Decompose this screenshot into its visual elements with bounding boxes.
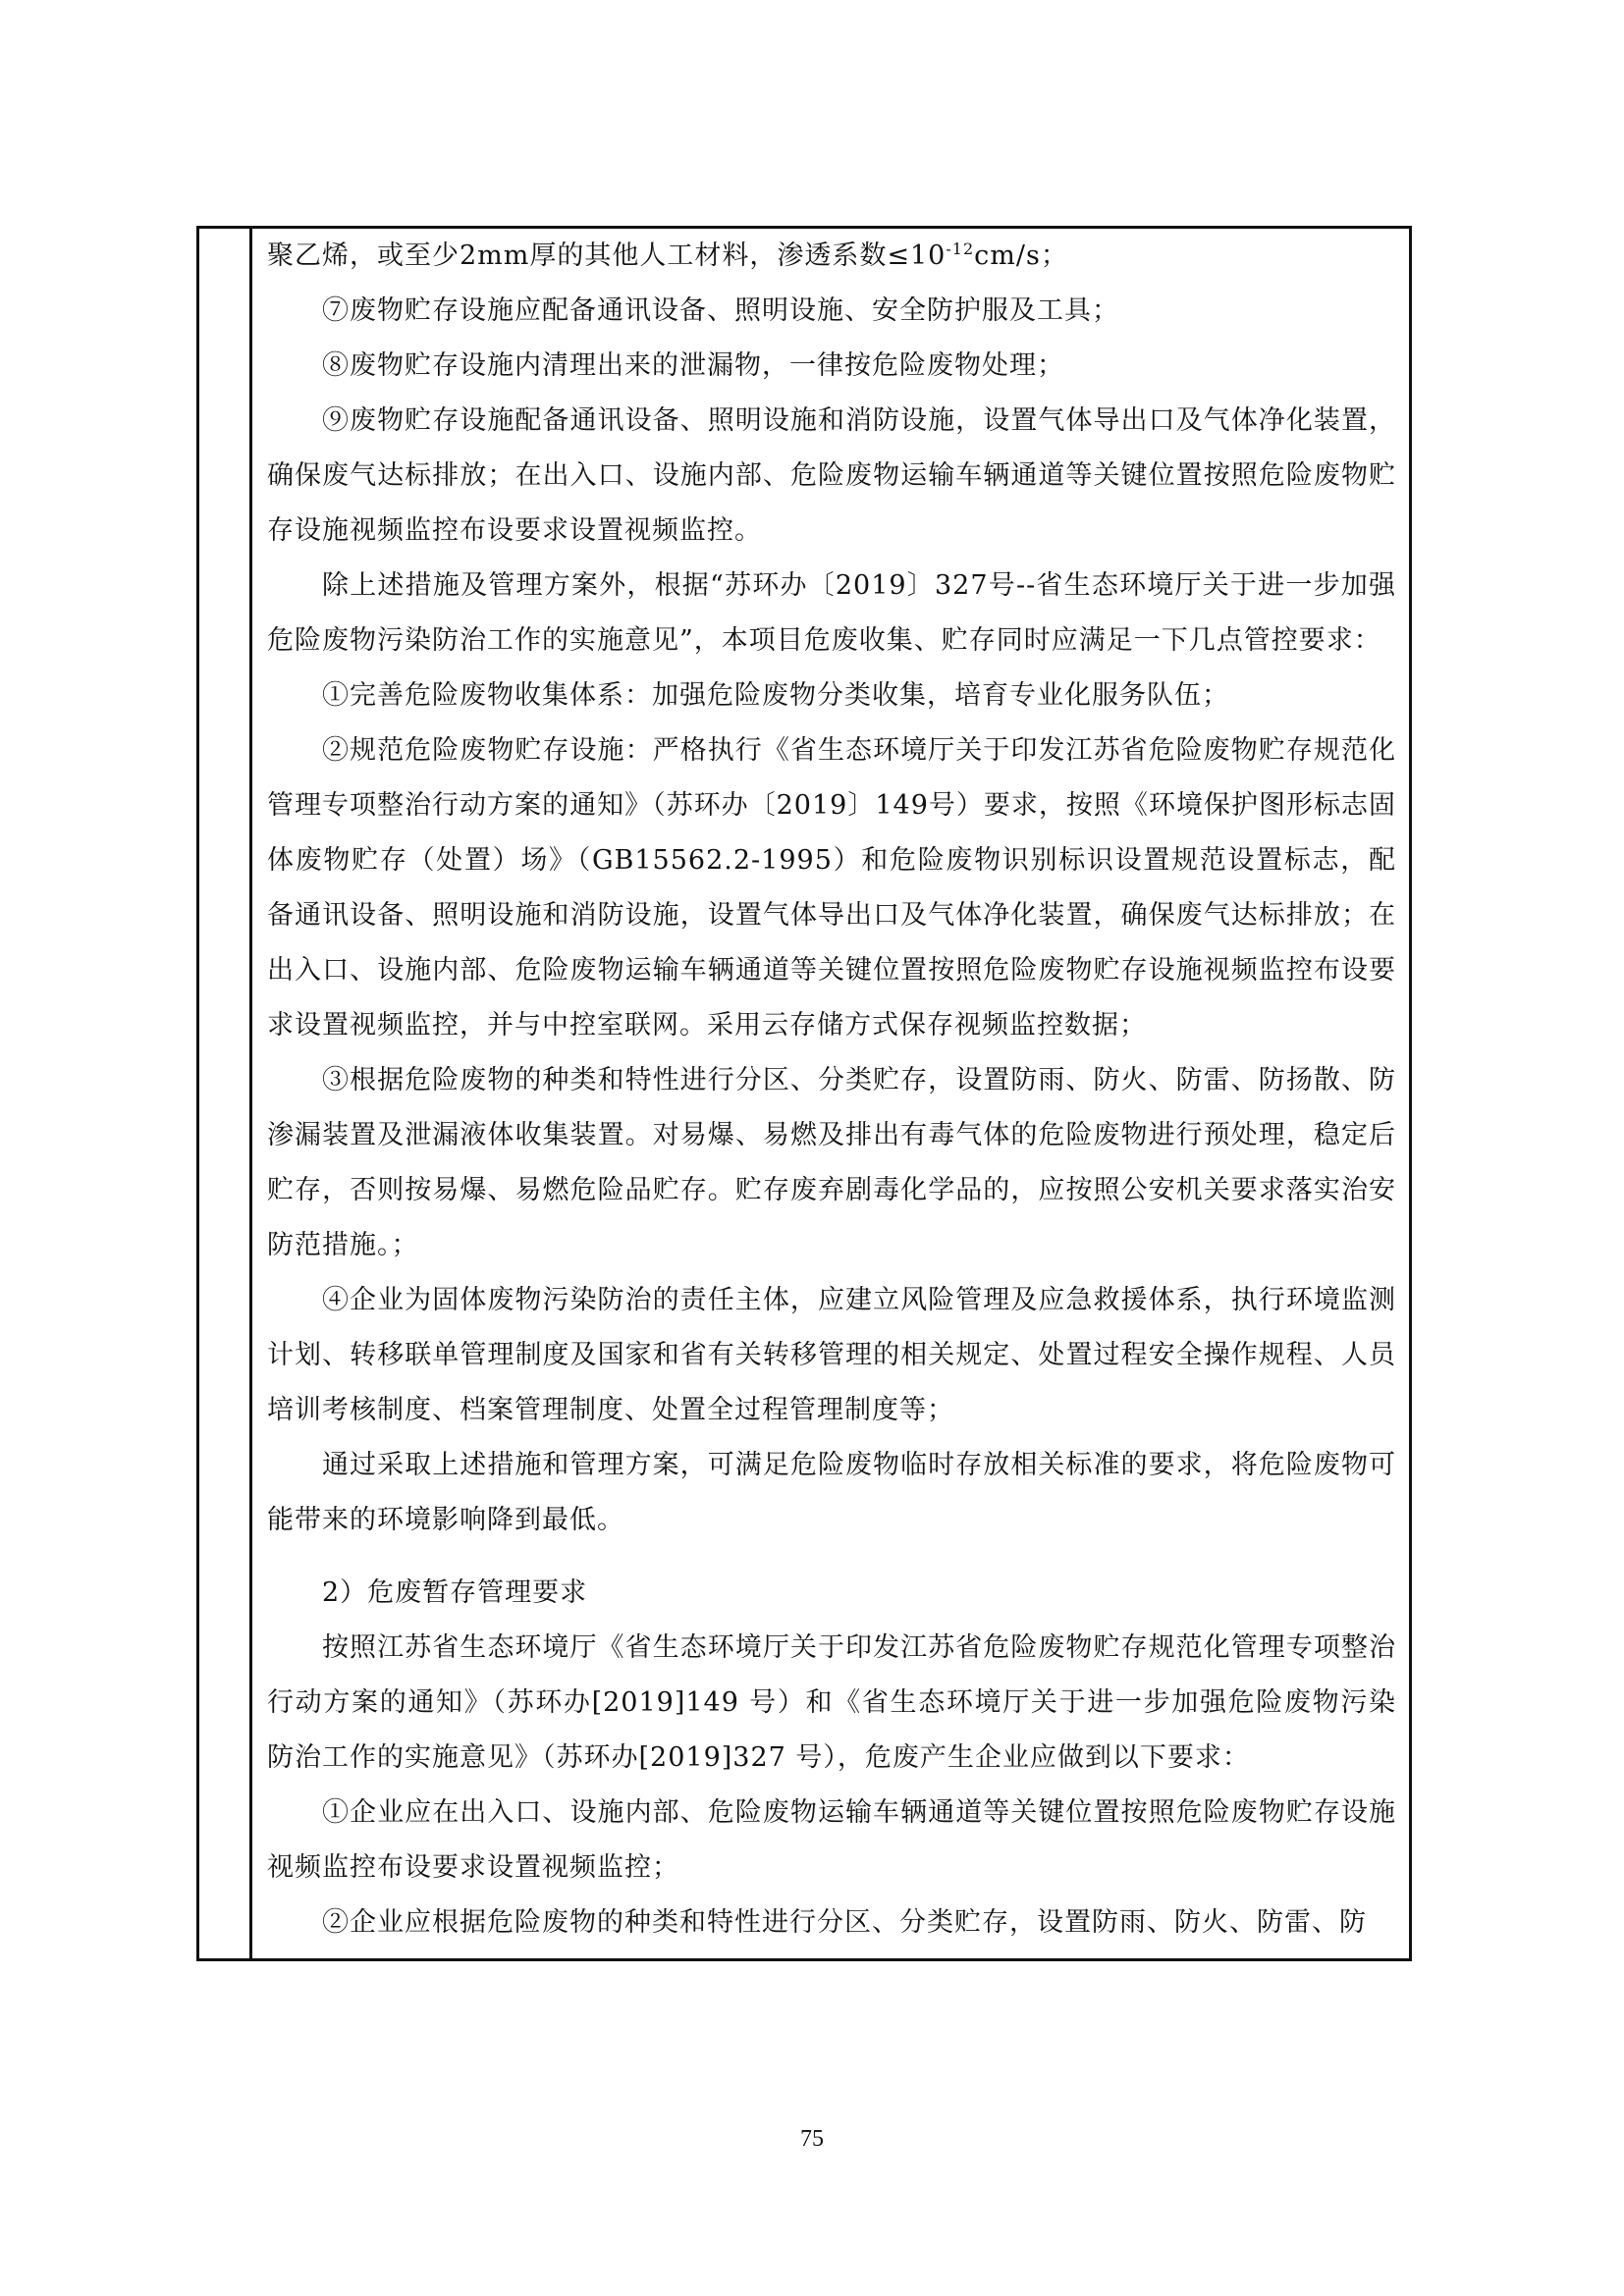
paragraph: 除上述措施及管理方案外，根据“苏环办〔2019〕327号--省生态环境厅关于进一步加强危险废物污染防治工作的实施意见”，本项目危废收集、贮存同时应满足一下几点管控要求： — [267, 570, 1396, 656]
paragraph: ⑦废物贮存设施应配备通讯设备、照明设施、安全防护服及工具； — [322, 295, 1119, 326]
paragraph: ④企业为固体废物污染防治的责任主体，应建立风险管理及应急救援体系，执行环境监测计划、转移联单管理制度及国家和省有关转移管理的相关规定、处置过程安全操作规程、人员培训考核制度、档案管理制度、处置全过程管理制度等； — [267, 1285, 1396, 1425]
exponent: -12 — [946, 240, 975, 258]
paragraph: ⑨废物贮存设施配备通讯设备、照明设施和消防设施，设置气体导出口及气体净化装置，确保废气达标排放；在出入口、设施内部、危险废物运输车辆通道等关键位置按照危险废物贮存设施视频监控布设要求设置视频监控。 — [267, 405, 1396, 546]
page-number: 75 — [800, 2126, 824, 2152]
table-column-divider — [249, 226, 252, 1961]
line-suffix: cm/s； — [974, 240, 1068, 271]
continued-line — [267, 229, 1396, 284]
paragraph: ⑧废物贮存设施内清理出来的泄漏物，一律按危险废物处理； — [322, 350, 1064, 381]
paragraph: 按照江苏省生态环境厅《省生态环境厅关于印发江苏省危险废物贮存规范化管理专项整治行动方案的通知》（苏环办[2019]149 号）和《省生态环境厅关于进一步加强危险废物污染防治工作的实施意见》（苏环办[2019]327 号），危废产生企业应做到以下要求： — [267, 1632, 1396, 1773]
paragraph: ①企业应在出入口、设施内部、危险废物运输车辆通道等关键位置按照危险废物贮存设施视频监控布设要求设置视频监控； — [267, 1797, 1396, 1883]
line-text: 聚乙烯，或至少2mm厚的其他人工材料，渗透系数≤10 — [267, 240, 947, 271]
paragraph: 通过采取上述措施和管理方案，可满足危险废物临时存放相关标准的要求，将危险废物可能带来的环境影响降到最低。 — [267, 1450, 1396, 1535]
document-body — [267, 229, 1396, 1950]
paragraph: ①完善危险废物收集体系：加强危险废物分类收集，培育专业化服务队伍； — [322, 680, 1229, 711]
paragraph: ③根据危险废物的种类和特性进行分区、分类贮存，设置防雨、防火、防雷、防扬散、防渗漏装置及泄漏液体收集装置。对易爆、易燃及排出有毒气体的危险废物进行预处理，稳定后贮存，否则按易爆、易燃危险品贮存。贮存废弃剧毒化学品的，应按照公安机关要求落实治安防范措施。； — [267, 1065, 1396, 1260]
section-heading: 2）危废暂存管理要求 — [322, 1577, 588, 1608]
paragraph: ②规范危险废物贮存设施：严格执行《省生态环境厅关于印发江苏省危险废物贮存规范化管理专项整治行动方案的通知》（苏环办〔2019〕149号）要求，按照《环境保护图形标志固体废物贮存（处置）场》（GB15562.2-1995）和危险废物识别标识设置规范设置标志，配备通讯设备、照明设施和消防设施，设置气体导出口及气体净化装置，确保废气达标排放；在出入口、设施内部、危险废物运输车辆通道等关键位置按照危险废物贮存设施视频监控布设要求设置视频监控，并与中控室联网。采用云存储方式保存视频监控数据； — [267, 735, 1396, 1041]
paragraph: ②企业应根据危险废物的种类和特性进行分区、分类贮存，设置防雨、防火、防雷、防 — [322, 1907, 1367, 1938]
